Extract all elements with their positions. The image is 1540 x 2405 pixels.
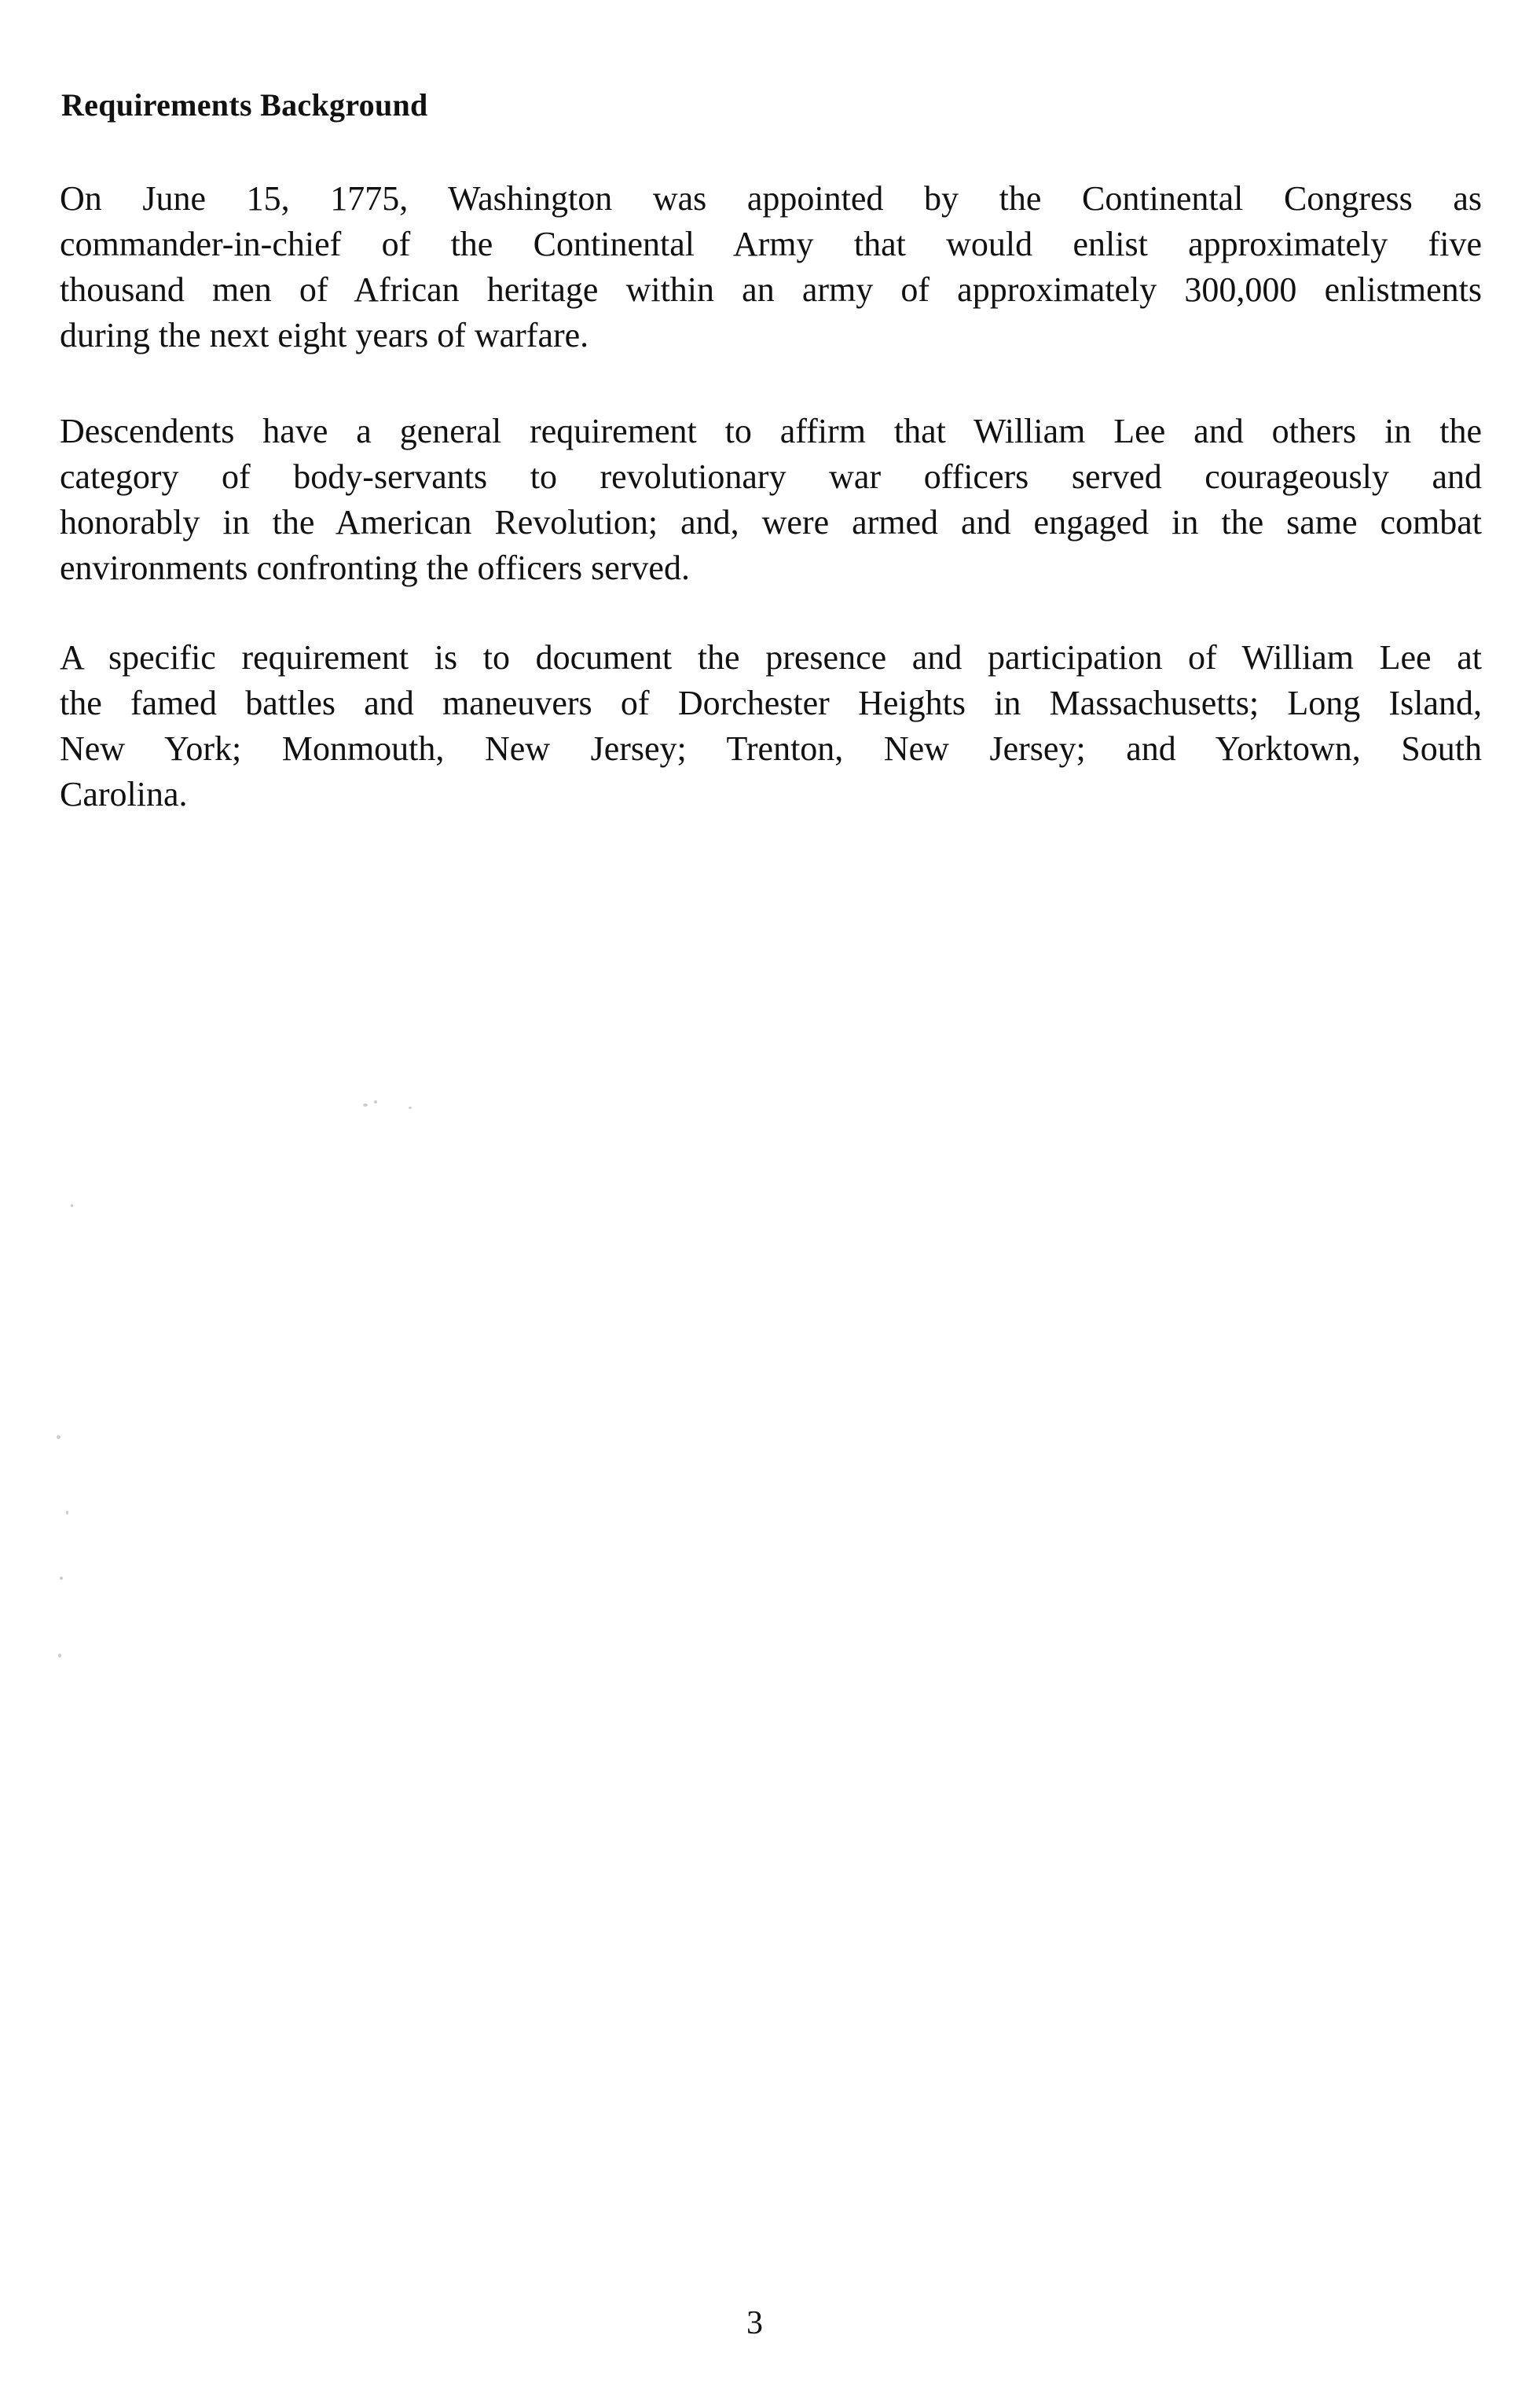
paragraph-line: environments confronting the officers served. (60, 549, 690, 587)
page-number: 3 (746, 2305, 763, 2341)
scan-speck (71, 1204, 73, 1207)
paragraph-line: honorably in the American Revolution; and, were armed and engaged in the same combat (60, 503, 1482, 542)
scan-speck (409, 1107, 412, 1109)
paragraph-line: A specific requirement is to document the presence and participation of William Lee at (60, 638, 1482, 677)
paragraph-line: during the next eight years of warfare. (60, 316, 589, 354)
paragraph-line: commander-in-chief of the Continental Army that would enlist approximately five (60, 225, 1482, 263)
paragraph-line: Descendents have a general requirement to affirm that William Lee and others in the (60, 412, 1482, 450)
paragraph-line: New York; Monmouth, New Jersey; Trenton, New Jersey; and Yorktown, South (60, 729, 1482, 768)
paragraph-line: On June 15, 1775, Washington was appointed by the Continental Congress as (60, 179, 1482, 218)
paragraph-1 (60, 176, 1482, 358)
scan-speck (374, 1100, 377, 1103)
scan-speck (60, 1577, 63, 1580)
paragraph-line: thousand men of African heritage within an army of approximately 300,000 enlistments (60, 270, 1482, 309)
paragraph-line: category of body-servants to revolutionary war officers served courageously and (60, 457, 1482, 496)
paragraph-line: Carolina. (60, 775, 188, 813)
scan-speck (66, 1511, 68, 1515)
section-heading: Requirements Background (61, 87, 428, 123)
paragraph-3 (60, 635, 1482, 817)
paragraph-line: the famed battles and maneuvers of Dorchester Heights in Massachusetts; Long Island, (60, 684, 1482, 722)
scan-speck (58, 1654, 61, 1658)
scan-speck (363, 1103, 368, 1107)
paragraph-2 (60, 409, 1482, 591)
scan-speck (57, 1435, 60, 1439)
